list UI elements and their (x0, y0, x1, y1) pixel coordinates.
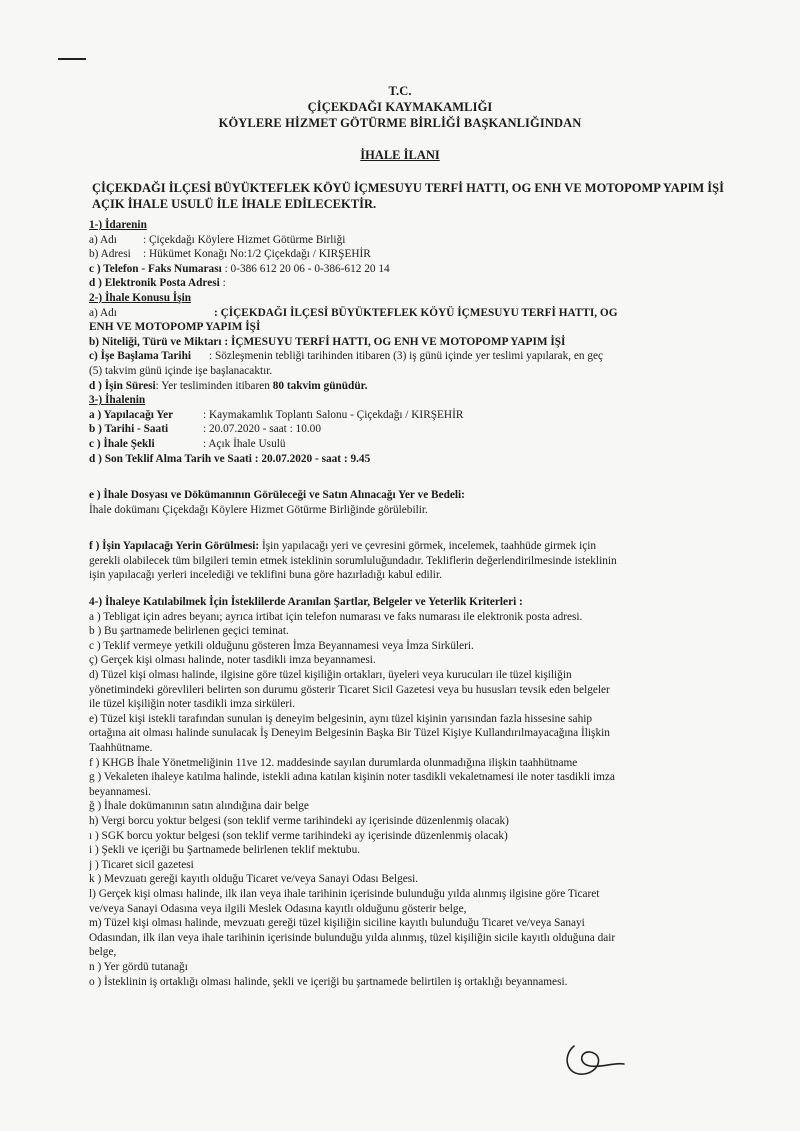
s3-place-label: a ) Yapılacağı Yer (89, 408, 174, 421)
s2-start-row (89, 349, 739, 364)
s4-line: ile tüzel kişiliğin noter tasdikli imza sirküleri. (89, 698, 296, 711)
s4-line: c ) Teklif vermeye yetkili olduğunu gösteren İmza Beyannamesi veya İmza Sirküleri. (89, 639, 474, 652)
f-first-row (89, 539, 739, 554)
s2-name-value-cont: ENH VE MOTOPOMP YAPIM İŞİ (89, 321, 261, 334)
s3-deadline-row (89, 452, 739, 467)
s1-email-value: : (222, 277, 226, 290)
s4-line: ç) Gerçek kişi olması halinde, noter tasdikli imza beyannamesi. (89, 654, 376, 667)
s1-email-label: d ) Elektronik Posta Adresi (89, 277, 220, 290)
e-heading: e ) İhale Dosyası ve Dökümanının Görüleceği ve Satın Alınacağı Yer ve Bedeli: (89, 489, 465, 502)
s3-method-value: : Açık İhale Usulü (203, 437, 286, 450)
section-4-heading: 4-) İhaleye Katılabilmek İçin İsteklilerde Aranılan Şartlar, Belgeler ve Yeterlik Kriterleri : (89, 596, 523, 609)
s1-name-value: : Çiçekdağı Köylere Hizmet Götürme Birliği (143, 233, 346, 246)
header-kaymakamlik: ÇİÇEKDAĞI KAYMAKAMLIĞI (307, 100, 493, 114)
tender-subject: ÇİÇEKDAĞI İLÇESİ BÜYÜKTEFLEK KÖYÜ İÇMESUYU TERFİ HATTI, OG ENH VE MOTOPOMP YAPIM İŞİ AÇIK İHALE USULÜ İLE İHALE EDİLECEKTİR. (92, 181, 724, 211)
s1-address-row (89, 247, 739, 262)
f-text-1: İşin yapılacağı yeri ve çevresini görmek, incelemek, taahhüde girmek için (262, 540, 597, 553)
s3-place-value: : Kaymakamlık Toplantı Salonu - Çiçekdağı / KIRŞEHİR (203, 408, 464, 421)
s4-line: Taahhütname. (89, 742, 153, 754)
s3-deadline-label: d ) Son Teklif Alma Tarih ve Saati (89, 452, 252, 465)
f-text-2: gerekli olabilecek tüm bilgileri temin etmek isteklinin sorumluluğundadır. Tekliflerin değerlendirilmesinde isteklinin (89, 554, 617, 567)
s2-start-value: : Sözleşmenin tebliği tarihinden itibaren (3) iş günü içinde yer teslimi yapılarak, en geç (209, 350, 604, 363)
s4-line: a ) Tebligat için adres beyanı; ayrıca irtibat için telefon numarası ve faks numarası ile elektronik posta adresi. (89, 610, 583, 623)
s4-line: j ) Ticaret sicil gazetesi (89, 858, 194, 871)
s2-type-row (89, 335, 739, 350)
s1-name-row (89, 233, 739, 248)
s4-line: b ) Bu şartnamede belirlenen geçici teminat. (89, 625, 289, 638)
s2-name-label: a) Adı (89, 306, 117, 319)
s4-line: l) Gerçek kişi olması halinde, ilk ilan veya ihale tarihinin içerisinde bulunduğu yılda alınmış ilgisine göre Ticaret (89, 887, 600, 900)
s4-line: o ) İsteklinin iş ortaklığı olması halinde, şekli ve içeriği bu şartnamede belirtilen iş ortaklığı beyannamesi. (89, 975, 568, 988)
section-3-heading: 3-) İhalenin (89, 394, 146, 407)
document-body (89, 218, 739, 989)
s2-start-label: c) İşe Başlama Tarihi (89, 350, 191, 363)
s1-phone-value: : 0-386 612 20 06 - 0-386-612 20 14 (224, 262, 390, 275)
s4-line: ve/veya Sanayi Odasına veya ilgili Meslek Odasına kayıtlı olduğunu gösterir belge, (89, 902, 467, 915)
header-birlik: KÖYLERE HİZMET GÖTÜRME BİRLİĞİ BAŞKANLIĞINDAN (218, 116, 582, 130)
s4-line: n ) Yer gördü tutanağı (89, 960, 188, 973)
s3-method-row (89, 437, 739, 452)
s4-line: f ) KHGB İhale Yönetmeliğinin 11ve 12. maddesinde sayılan durumlarda olunmadığına ilişkin taahhütname (89, 756, 578, 769)
section-1-heading: 1-) İdarenin (89, 219, 147, 231)
s2-duration-label: d ) İşin Süresi (89, 379, 156, 392)
s2-type-label: b) Niteliği, Türü ve Miktarı (89, 335, 222, 348)
s3-place-row (89, 408, 739, 423)
s4-line: ğ ) İhale dokümanının satın alındığına dair belge (89, 800, 309, 813)
f-text-3: işin yapılacağı yerleri incelediği ve teklifini buna göre hazırladığı kabul edilir. (89, 569, 442, 582)
s4-line: yönetimindeki görevlileri belirten son durumu gösterir Ticaret Sicil Gazetesi veya bu hususları tevsik eden belgeler (89, 683, 610, 696)
document-title: İHALE İLANI (360, 148, 440, 162)
s4-line: ı ) SGK borcu yoktur belgesi (son teklif verme tarihindeki ay içerisinde düzenlenmiş olacak) (89, 829, 508, 842)
s1-name-label: a) Adı (89, 233, 117, 246)
s1-phone-row (89, 262, 739, 277)
s4-line: k ) Mevzuatı gereği kayıtlı olduğu Ticaret ve/veya Sanayi Odası Belgesi. (89, 873, 419, 886)
section-2-heading: 2-) İhale Konusu İşin (89, 291, 192, 304)
s3-date-value: : 20.07.2020 - saat : 10.00 (203, 423, 321, 436)
s2-duration-bold: 80 takvim günüdür. (272, 379, 368, 392)
s4-line: m) Tüzel kişi olması halinde, mevzuatı gereği tüzel kişiliğin siciline kayıtlı bulunduğu Ticaret ve/veya Sanayi (89, 917, 585, 930)
f-heading: f ) İşin Yapılacağı Yerin Görülmesi: (89, 540, 260, 553)
s3-date-row (89, 422, 739, 437)
s2-name-row (89, 306, 739, 321)
s1-address-value: : Hükümet Konağı No:1/2 Çiçekdağı / KIRŞEHİR (143, 248, 371, 261)
s2-name-value: : ÇİÇEKDAĞI İLÇESİ BÜYÜKTEFLEK KÖYÜ İÇMESUYU TERFİ HATTI, OG (214, 306, 618, 319)
s2-duration-row (89, 379, 739, 394)
s4-line: e) Tüzel kişi istekli tarafından sunulan iş deneyim belgesinin, aynı tüzel kişinin yarısından fazla hissesine sahip (89, 712, 593, 725)
s4-line: beyannamesi. (89, 785, 151, 798)
e-text: İhale dokümanı Çiçekdağı Köylere Hizmet Götürme Birliğinde görülebilir. (89, 503, 428, 516)
s1-phone-label: c ) Telefon - Faks Numarası (89, 262, 222, 275)
s1-email-row (89, 276, 739, 291)
s4-line: h) Vergi borcu yoktur belgesi (son teklif verme tarihindeki ay içerisinde düzenlenmiş olacak) (89, 814, 509, 827)
s2-type-value: : İÇMESUYU TERFİ HATTI, OG ENH VE MOTOPOMP YAPIM İŞİ (224, 335, 566, 348)
s4-line: belge, (89, 946, 117, 959)
header-tc: T.C. (388, 84, 412, 98)
s1-address-label: b) Adresi (89, 248, 131, 261)
s3-deadline-value: : 20.07.2020 - saat : 9.45 (254, 452, 371, 465)
s3-method-label: c ) İhale Şekli (89, 437, 155, 450)
s4-line: i ) Şekli ve içeriği bu Şartnamede belirlenen teklif mektubu. (89, 844, 361, 857)
signature-image (560, 1040, 630, 1086)
s3-date-label: b ) Tarihi - Saati (89, 423, 169, 436)
s2-start-value-cont: (5) takvim günü içinde işe başlanacaktır. (89, 364, 273, 377)
s4-line: d) Tüzel kişi olması halinde, ilgisine göre tüzel kişiliğin ortakları, üyeleri veya kurucuları ile tüzel kişiliğin (89, 669, 572, 682)
s2-duration-value: : Yer tesliminden itibaren (155, 379, 270, 392)
scan-mark (58, 58, 86, 60)
s4-line: Odasından, ilk ilan veya ihale tarihinin içerisinde bulunduğu yılda alınmış, tüzel kişiliğin sicile kayıtlı olduğuna dair (89, 931, 616, 944)
s4-line: g ) Vekaleten ihaleye katılma halinde, istekli adına katılan kişinin noter tasdikli vekaletnamesi ile noter tasdikli imza (89, 771, 615, 784)
s4-line: ortağına ait olması halinde sunulacak İş Deneyim Belgesinin Başka Bir Tüzel Kişiye Kullandırılmayacağına İlişkin (89, 727, 610, 740)
